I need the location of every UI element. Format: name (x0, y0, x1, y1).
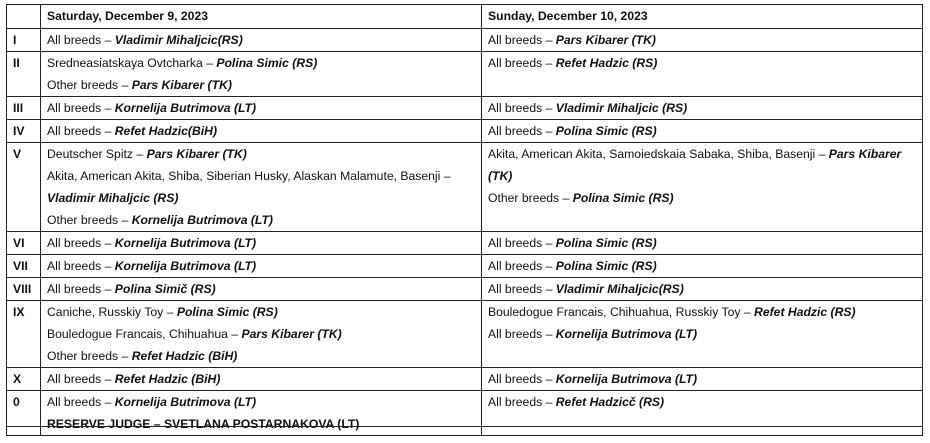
saturday-cell (41, 278, 482, 301)
sunday-cell (482, 278, 923, 301)
saturday-header: Saturday, December 9, 2023 (41, 5, 482, 29)
breeds-text: All breeds – (47, 124, 115, 138)
group-number: VII (7, 255, 41, 278)
saturday-entry (47, 143, 475, 165)
judge-name: Polina Simič (RS) (114, 282, 216, 296)
breeds-text: Deutscher Spitz – (47, 147, 147, 161)
breeds-text: All breeds – (47, 101, 115, 115)
judge-name: Polina Simic (RS) (555, 259, 657, 273)
breeds-text: Other breeds – (47, 349, 132, 363)
judge-name: Polina Simic (RS) (555, 236, 657, 250)
group-number: IX (7, 301, 41, 368)
breeds-text: All breeds – (47, 236, 115, 250)
schedule-body (7, 29, 923, 436)
sunday-cell (482, 143, 923, 232)
judge-name: Polina Simic (RS) (176, 305, 278, 319)
judge-name: Refet Hadzic (BiH) (114, 372, 221, 386)
saturday-entry (47, 29, 475, 51)
judge-name: Vladimir Mihaljcic(RS) (114, 33, 243, 47)
sunday-cell (482, 120, 923, 143)
breeds-text: Caniche, Russkiy Toy – (47, 305, 177, 319)
judge-name: Refet Hadzicč (RS) (555, 395, 665, 409)
table-row (7, 120, 923, 143)
breeds-text: Other breeds – (47, 78, 132, 92)
group-number: 0 (7, 391, 41, 436)
breeds-text: Other breeds – (47, 213, 132, 227)
breeds-text: Bouledogue Francais, Chihuahua – (47, 327, 242, 341)
table-row (7, 278, 923, 301)
reserve-judge: RESERVE JUDGE – SVETLANA POSTARNAKOVA (LT) (47, 417, 360, 431)
judge-name: Pars Kibarer (TK) (488, 147, 902, 183)
header-row (7, 5, 923, 29)
saturday-cell (41, 52, 482, 97)
table-row (7, 52, 923, 97)
saturday-cell (41, 120, 482, 143)
table-row (7, 391, 923, 436)
judge-name: Refet Hadzic (RS) (555, 56, 658, 70)
sunday-cell (482, 52, 923, 97)
saturday-entry (47, 345, 475, 367)
breeds-text: All breeds – (488, 259, 556, 273)
breeds-text: All breeds – (47, 372, 115, 386)
saturday-cell (41, 97, 482, 120)
sunday-entry (488, 187, 916, 209)
group-number: IV (7, 120, 41, 143)
breeds-text: Bouledogue Francais, Chihuahua, Russkiy Toy – (488, 305, 755, 319)
judge-name: Vladimir Mihaljcic (RS) (47, 191, 179, 205)
judge-name: Pars Kibarer (TK) (555, 33, 656, 47)
sunday-cell (482, 368, 923, 391)
group-number: X (7, 368, 41, 391)
judge-name: Kornelija Butrimova (LT) (114, 259, 257, 273)
sunday-entry (488, 52, 916, 74)
table-row (7, 232, 923, 255)
sunday-entry (488, 323, 916, 345)
judge-name: Pars Kibarer (TK) (146, 147, 247, 161)
sunday-cell (482, 391, 923, 436)
saturday-entry (47, 97, 475, 119)
judge-name: Refet Hadzic (BiH) (131, 349, 238, 363)
breeds-text: All breeds – (488, 395, 556, 409)
judge-name: Polina Simic (RS) (572, 191, 674, 205)
breeds-text: All breeds – (47, 33, 115, 47)
saturday-cell (41, 391, 482, 436)
breeds-text: All breeds – (47, 395, 115, 409)
saturday-entry (47, 391, 475, 413)
table-bottom-border (6, 426, 922, 427)
sunday-entry (488, 232, 916, 254)
breeds-text: All breeds – (488, 236, 556, 250)
breeds-text: Akita, American Akita, Samoiedskaia Sabaka, Shiba, Basenji – (488, 147, 829, 161)
judge-name: Vladimir Mihaljcic (RS) (555, 101, 688, 115)
group-header (7, 5, 41, 29)
sunday-entry (488, 301, 916, 323)
sunday-entry (488, 278, 916, 300)
group-number: VI (7, 232, 41, 255)
group-number: V (7, 143, 41, 232)
judge-name: Vladimir Mihaljcic(RS) (555, 282, 684, 296)
judging-schedule-table (6, 4, 923, 436)
sunday-entry (488, 29, 916, 51)
saturday-entry (47, 301, 475, 323)
group-number: II (7, 52, 41, 97)
group-number: III (7, 97, 41, 120)
saturday-cell (41, 368, 482, 391)
sunday-entry (488, 120, 916, 142)
breeds-text: All breeds – (488, 33, 556, 47)
sunday-entry (488, 255, 916, 277)
judge-name: Pars Kibarer (TK) (241, 327, 342, 341)
judge-name: Polina Simic (RS) (216, 56, 318, 70)
breeds-text: Sredneasiatskaya Ovtcharka – (47, 56, 217, 70)
saturday-entry (47, 232, 475, 254)
judge-name: Kornelija Butrimova (LT) (114, 395, 257, 409)
saturday-cell (41, 143, 482, 232)
saturday-entry (47, 255, 475, 277)
sunday-cell (482, 97, 923, 120)
saturday-entry (47, 120, 475, 142)
saturday-cell (41, 232, 482, 255)
sunday-cell (482, 29, 923, 52)
breeds-text: All breeds – (488, 282, 556, 296)
breeds-text: All breeds – (488, 372, 556, 386)
judge-name: Kornelija Butrimova (LT) (555, 372, 698, 386)
sunday-entry (488, 143, 916, 187)
judge-name: Pars Kibarer (TK) (131, 78, 232, 92)
sunday-entry (488, 368, 916, 390)
breeds-text: All breeds – (488, 101, 556, 115)
saturday-cell (41, 301, 482, 368)
breeds-text: Akita, American Akita, Shiba, Siberian Husky, Alaskan Malamute, Basenji – (47, 169, 451, 183)
saturday-entry (47, 368, 475, 390)
table-row (7, 97, 923, 120)
breeds-text: All breeds – (488, 327, 556, 341)
judge-name: Refet Hadzic(BiH) (114, 124, 217, 138)
judge-name: Refet Hadzic (RS) (754, 305, 856, 319)
sunday-cell (482, 255, 923, 278)
saturday-cell (41, 255, 482, 278)
judge-name: Polina Simic (RS) (555, 124, 657, 138)
breeds-text: Other breeds – (488, 191, 573, 205)
judge-name: Kornelija Butrimova (LT) (131, 213, 273, 227)
group-number: I (7, 29, 41, 52)
saturday-cell (41, 29, 482, 52)
sunday-cell (482, 232, 923, 255)
breeds-text: All breeds – (47, 259, 115, 273)
sunday-entry (488, 97, 916, 119)
table-row (7, 29, 923, 52)
saturday-entry (47, 323, 475, 345)
saturday-entry (47, 165, 475, 209)
group-number: VIII (7, 278, 41, 301)
judge-name: Kornelija Butrimova (LT) (114, 236, 257, 250)
judge-name: Kornelija Butrimova (LT) (114, 101, 257, 115)
saturday-entry (47, 209, 475, 231)
sunday-cell (482, 301, 923, 368)
table-row (7, 143, 923, 232)
judge-name: Kornelija Butrimova (LT) (555, 327, 698, 341)
breeds-text: All breeds – (47, 282, 115, 296)
saturday-entry (47, 278, 475, 300)
saturday-entry (47, 52, 475, 74)
table-row (7, 255, 923, 278)
breeds-text: All breeds – (488, 56, 556, 70)
sunday-entry (488, 391, 916, 413)
saturday-entry (47, 74, 475, 96)
table-row (7, 368, 923, 391)
table-row (7, 301, 923, 368)
sunday-header: Sunday, December 10, 2023 (482, 5, 923, 29)
breeds-text: All breeds – (488, 124, 556, 138)
